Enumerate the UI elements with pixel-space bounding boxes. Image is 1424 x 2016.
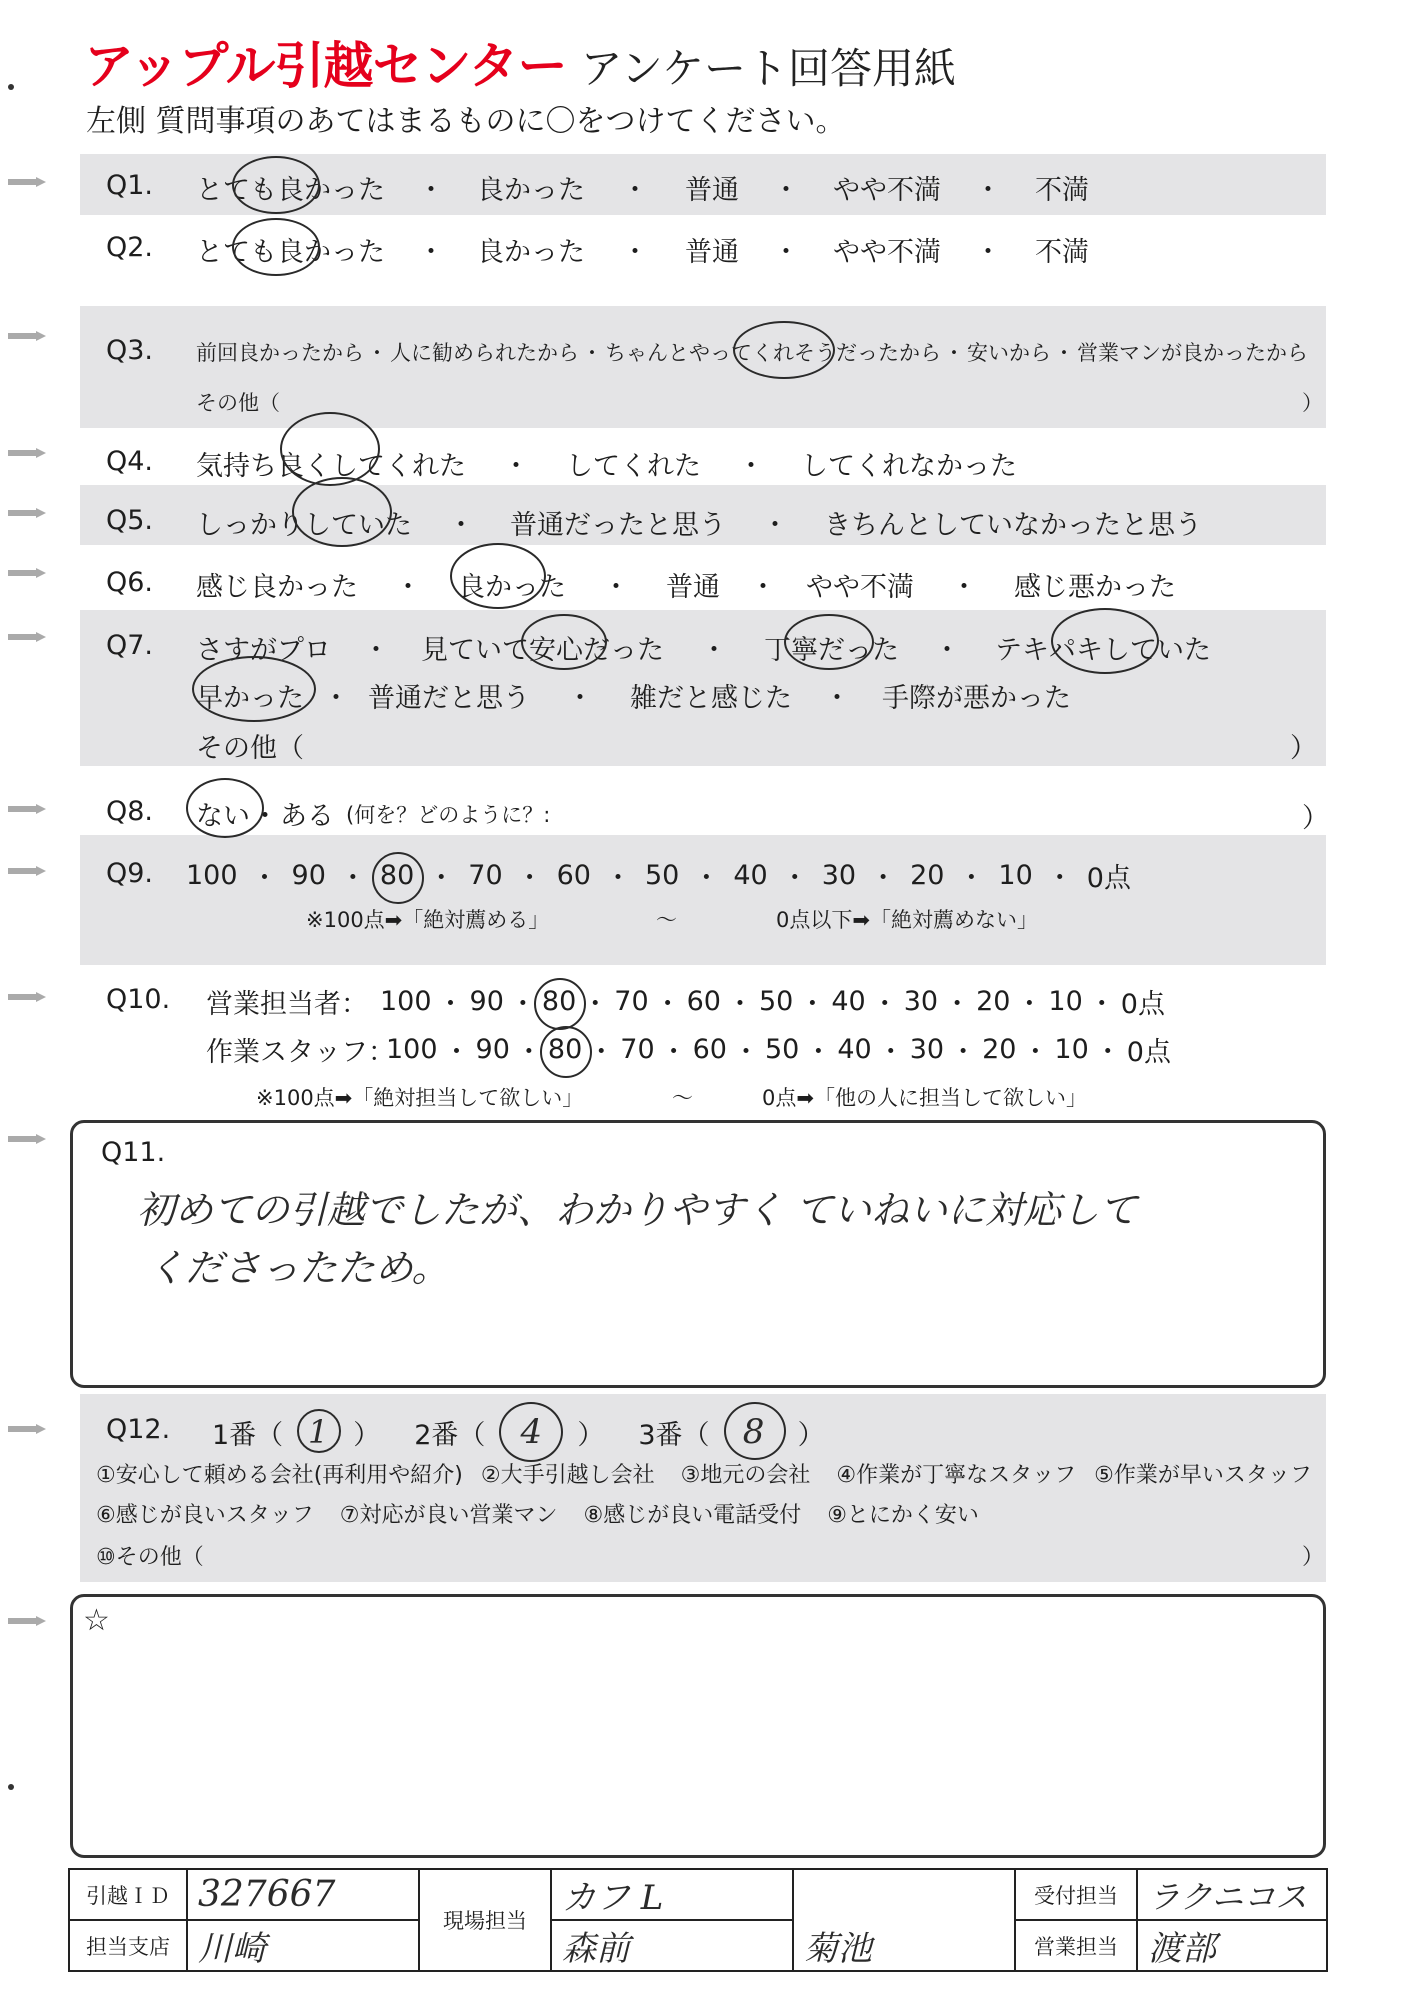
form-subtitle: アンケート回答用紙 [580, 44, 956, 93]
score-option[interactable]: 20 [976, 986, 1011, 1017]
separator: ・ [427, 863, 455, 894]
margin-arrow-icon [8, 177, 46, 187]
q12-first-label: 1番（ [212, 1419, 284, 1451]
score-option[interactable]: 50 [644, 860, 680, 891]
separator: ・ [509, 989, 537, 1020]
separator: ・ [877, 1037, 905, 1068]
score-option[interactable]: 80 [380, 860, 414, 891]
score-option[interactable]: 70 [620, 1034, 655, 1065]
score-option[interactable]: 20 [910, 860, 945, 891]
q12-choice: ⑤作業が早いスタッフ [1094, 1463, 1312, 1488]
q5-option[interactable]: 普通だったと思う [510, 510, 726, 541]
site-staff-2: 森前 [551, 1920, 793, 1971]
separator: ・ [943, 989, 971, 1020]
q6-option[interactable]: 感じ悪かった [1014, 572, 1176, 603]
q12-choice: ②大手引越し会社 [480, 1463, 655, 1488]
q7-option[interactable]: 雑だと感じた [630, 683, 792, 714]
q12-close: ） [577, 1419, 605, 1451]
q3-option[interactable]: 営業マンが良かったから [1077, 341, 1308, 365]
q2-label: Q2. [106, 232, 154, 263]
q3-option[interactable]: ちゃんとやってくれそうだったから [605, 337, 941, 367]
score-option[interactable]: 80 [548, 1034, 582, 1065]
staff-info-table [68, 1868, 1328, 1972]
q12-second-label: 2番（ [414, 1419, 486, 1451]
q12-other-close: ） [1302, 1545, 1325, 1570]
score-option[interactable]: 50 [764, 1034, 800, 1065]
score-option[interactable]: 90 [475, 1034, 510, 1065]
q4-options: 気持ち良くしてくれた ・ してくれた ・ してくれなかった [196, 444, 1017, 483]
score-option[interactable]: 100 [186, 860, 238, 891]
separator: ・ [957, 863, 985, 894]
instruction: 左側 質問事項のあてはまるものに〇をつけてください。 [86, 104, 846, 139]
q12-other-label: ⑩その他（ [96, 1545, 204, 1570]
q12-third-value[interactable]: 8 [710, 1412, 798, 1452]
score-option[interactable]: 20 [982, 1034, 1017, 1065]
score-option[interactable]: 30 [903, 986, 939, 1017]
star-icon: ☆ [83, 1603, 110, 1638]
score-option[interactable]: 100 [380, 986, 432, 1017]
q12-choice: ⑦対応が良い営業マン [339, 1503, 558, 1528]
q3-other-label: その他（ [196, 391, 280, 415]
q2-option[interactable]: とても良かった [196, 230, 385, 269]
margin-arrow-icon [8, 992, 46, 1002]
q11-label: Q11. [101, 1137, 166, 1168]
site-staff-1: カフ L [551, 1869, 793, 1920]
q12-rankings [212, 1412, 825, 1452]
separator: ・ [1046, 863, 1074, 894]
separator: ・ [871, 989, 899, 1020]
q3-options: 前回良かったから ・ 人に勧められたから ・ ちゃんとやってくれそうだったから ・ 安いから ・ 営業マンが良かったから [196, 337, 1308, 367]
q1-option[interactable]: 不満 [1035, 175, 1089, 206]
q12-third-label: 3番（ [638, 1419, 710, 1451]
q12-choice: ④作業が丁寧なスタッフ [836, 1463, 1077, 1488]
q2-option[interactable]: 普通 [685, 237, 739, 268]
q5-option[interactable]: しっかりしていた [196, 503, 412, 542]
q10-sales-label: 営業担当者： [206, 989, 368, 1020]
separator: ・ [604, 863, 632, 894]
q10-sales-scores [380, 982, 1165, 1021]
score-option[interactable]: 70 [468, 860, 503, 891]
score-option[interactable]: 30 [821, 860, 857, 891]
score-option[interactable]: 100 [386, 1034, 438, 1065]
form-title [84, 26, 956, 98]
q4-option[interactable]: してくれた [566, 451, 701, 482]
q10-note-right: 0点➡「他の人に担当して欲しい」 [762, 1086, 1087, 1110]
q1-options: とても良かった ・ 良かった ・ 普通 ・ やや不満 ・ 不満 [196, 168, 1089, 207]
separator: ・ [1088, 989, 1116, 1020]
q9-label: Q9. [106, 858, 154, 889]
q6-option[interactable]: 普通 [666, 572, 720, 603]
q8-options: ない ・ ある (何を？どのように？: [196, 794, 550, 833]
score-option[interactable]: 0点 [1126, 1037, 1171, 1068]
q9-scores [186, 856, 1131, 895]
separator: ・ [515, 1037, 543, 1068]
margin-arrow-icon [8, 331, 46, 341]
q10-staff-label: 作業スタッフ： [206, 1037, 395, 1068]
sales-value: 渡部 [1137, 1920, 1327, 1971]
q1-label: Q1. [106, 170, 154, 201]
q6-option[interactable]: 感じ良かった [196, 572, 358, 603]
q12-choices-row2 [96, 1498, 979, 1529]
separator: ・ [581, 989, 609, 1020]
q11-answer-line1: 初めての引越でしたが、わかりやすく ていねいに対応して [137, 1188, 1138, 1232]
move-id-label: 引越ＩＤ [69, 1869, 187, 1920]
q5-option[interactable]: きちんとしていなかったと思う [824, 510, 1202, 541]
score-option[interactable]: 60 [692, 1034, 727, 1065]
q6-options: 感じ良かった ・ 良かった ・ 普通 ・ やや不満 ・ 感じ悪かった [196, 565, 1176, 604]
q5-label: Q5. [106, 505, 154, 536]
free-comment-box[interactable] [70, 1594, 1326, 1858]
q10-label: Q10. [106, 984, 171, 1015]
score-option[interactable]: 90 [291, 860, 326, 891]
q9-note-mid: ～ [656, 908, 677, 932]
q3-other-close: ） [1302, 391, 1323, 415]
q7-option[interactable]: 普通だと思う [368, 683, 530, 714]
score-option[interactable]: 80 [542, 986, 576, 1017]
q11-answer-box[interactable] [70, 1120, 1326, 1388]
margin-arrow-icon [8, 508, 46, 518]
reception-label: 受付担当 [1015, 1869, 1137, 1920]
q4-option[interactable]: 気持ち良くしてくれた [196, 444, 466, 483]
separator: ・ [949, 1037, 977, 1068]
q7-other-close: ） [1290, 733, 1317, 764]
q3-option[interactable]: 人に勧められたから [390, 341, 579, 365]
sales-label: 営業担当 [1015, 1920, 1137, 1971]
q6-option[interactable]: 良かった [458, 565, 566, 604]
q12-choice: ⑨とにかく安い [827, 1503, 979, 1528]
separator: ・ [516, 863, 544, 894]
separator: ・ [804, 1037, 832, 1068]
q12-choice: ⑧感じが良い電話受付 [583, 1503, 802, 1528]
separator: ・ [587, 1037, 615, 1068]
margin-arrow-icon [8, 632, 46, 642]
q7-options-row1: さすがプロ ・ 見ていて安心だった ・ 丁寧だった ・ テキパキしていた [196, 628, 1211, 667]
q8-option-some[interactable]: ある [280, 801, 334, 832]
q10-staff-scores [386, 1030, 1171, 1069]
score-option[interactable]: 40 [733, 860, 768, 891]
q12-choice: ③地元の会社 [680, 1463, 811, 1488]
q4-option[interactable]: してくれなかった [801, 451, 1017, 482]
q2-options: とても良かった ・ 良かった ・ 普通 ・ やや不満 ・ 不満 [196, 230, 1089, 269]
q7-option[interactable]: 手際が悪かった [882, 683, 1071, 714]
separator: ・ [692, 863, 720, 894]
margin-arrow-icon [8, 866, 46, 876]
q12-choice: ⑥感じが良いスタッフ [96, 1503, 314, 1528]
q7-option[interactable]: テキパキしていた [995, 628, 1211, 667]
q12-close: ） [797, 1419, 825, 1451]
separator: ・ [339, 863, 367, 894]
q1-option[interactable]: やや不満 [833, 175, 941, 206]
q12-choice: ①安心して頼める会社(再利用や紹介) [96, 1463, 463, 1488]
branch-value: 川崎 [187, 1920, 419, 1971]
q12-first-value[interactable]: 1 [283, 1413, 353, 1451]
q9-note-left: ※100点➡「絶対薦める」 [306, 908, 550, 932]
separator: ・ [798, 989, 826, 1020]
margin-arrow-icon [8, 568, 46, 578]
q7-option[interactable]: 見ていて安心だった [421, 628, 664, 667]
q1-option[interactable]: とても良かった [196, 168, 385, 207]
q7-label: Q7. [106, 630, 154, 661]
site-staff-3: 菊池 [793, 1869, 1015, 1971]
score-option[interactable]: 60 [556, 860, 591, 891]
site-staff-label: 現場担当 [419, 1869, 551, 1971]
separator: ・ [437, 989, 465, 1020]
score-option[interactable]: 0点 [1086, 863, 1131, 894]
brand-name: アップル引越センター [84, 38, 567, 94]
q10-note-mid: ～ [672, 1086, 693, 1110]
margin-arrow-icon [8, 448, 46, 458]
reception-value: ラクニコス [1137, 1869, 1327, 1920]
branch-label: 担当支店 [69, 1920, 187, 1971]
separator: ・ [654, 989, 682, 1020]
score-option[interactable]: 30 [909, 1034, 945, 1065]
q5-options: しっかりしていた ・ 普通だったと思う ・ きちんとしていなかったと思う [196, 503, 1202, 542]
margin-arrow-icon [8, 1424, 46, 1434]
separator: ・ [869, 863, 897, 894]
q2-option[interactable]: 良かった [477, 237, 585, 268]
score-option[interactable]: 0点 [1120, 989, 1165, 1020]
score-option[interactable]: 70 [614, 986, 649, 1017]
q12-second-value[interactable]: 4 [485, 1412, 577, 1452]
q3-option[interactable]: 安いから [967, 341, 1051, 365]
q3-option[interactable]: 前回良かったから [196, 341, 364, 365]
separator: ・ [1021, 1037, 1049, 1068]
q9-note-right: 0点以下➡「絶対薦めない」 [776, 908, 1038, 932]
margin-arrow-icon [8, 1616, 46, 1626]
separator: ・ [781, 863, 809, 894]
q8-label: Q8. [106, 796, 154, 827]
score-option[interactable]: 10 [998, 860, 1033, 891]
margin-arrow-icon [8, 804, 46, 814]
score-option[interactable]: 40 [837, 1034, 872, 1065]
punch-hole [8, 1784, 14, 1790]
q12-label: Q12. [106, 1414, 171, 1445]
q11-answer-line2: くださったため。 [147, 1246, 450, 1290]
separator: ・ [251, 863, 279, 894]
q12-choices-row1 [96, 1458, 1312, 1489]
q1-option[interactable]: 普通 [685, 175, 739, 206]
separator: ・ [726, 989, 754, 1020]
separator: ・ [443, 1037, 471, 1068]
q7-options-row2: 早かった ・ 普通だと思う ・ 雑だと感じた ・ 手際が悪かった [196, 676, 1071, 715]
q2-option[interactable]: やや不満 [833, 237, 941, 268]
punch-hole [8, 84, 14, 90]
q7-other-label: その他（ [196, 733, 304, 764]
q4-label: Q4. [106, 446, 154, 477]
q9-band [80, 835, 1326, 965]
q7-option[interactable]: 丁寧だった [764, 628, 899, 667]
q1-option[interactable]: 良かった [477, 175, 585, 206]
separator: ・ [1015, 989, 1043, 1020]
margin-arrow-icon [8, 1134, 46, 1144]
score-option[interactable]: 10 [1054, 1034, 1089, 1065]
q8-close: ） [1302, 803, 1329, 834]
move-id-value: 327667 [187, 1869, 419, 1920]
q6-label: Q6. [106, 567, 154, 598]
q10-note-left: ※100点➡「絶対担当して欲しい」 [256, 1086, 584, 1110]
q2-option[interactable]: 不満 [1035, 237, 1089, 268]
q12-close: ） [353, 1419, 381, 1451]
q3-label: Q3. [106, 335, 154, 366]
separator: ・ [732, 1037, 760, 1068]
separator: ・ [1094, 1037, 1122, 1068]
score-option[interactable]: 50 [758, 986, 794, 1017]
separator: ・ [660, 1037, 688, 1068]
q8-option-none[interactable]: ない [196, 794, 250, 833]
score-option[interactable]: 10 [1048, 986, 1083, 1017]
score-option[interactable]: 90 [469, 986, 504, 1017]
score-option[interactable]: 60 [686, 986, 721, 1017]
q7-option[interactable]: 早かった [196, 676, 304, 715]
q6-option[interactable]: やや不満 [806, 572, 914, 603]
q8-hint: (何を？どのように？: [346, 802, 551, 827]
score-option[interactable]: 40 [831, 986, 866, 1017]
q7-option[interactable]: さすがプロ [196, 635, 331, 666]
